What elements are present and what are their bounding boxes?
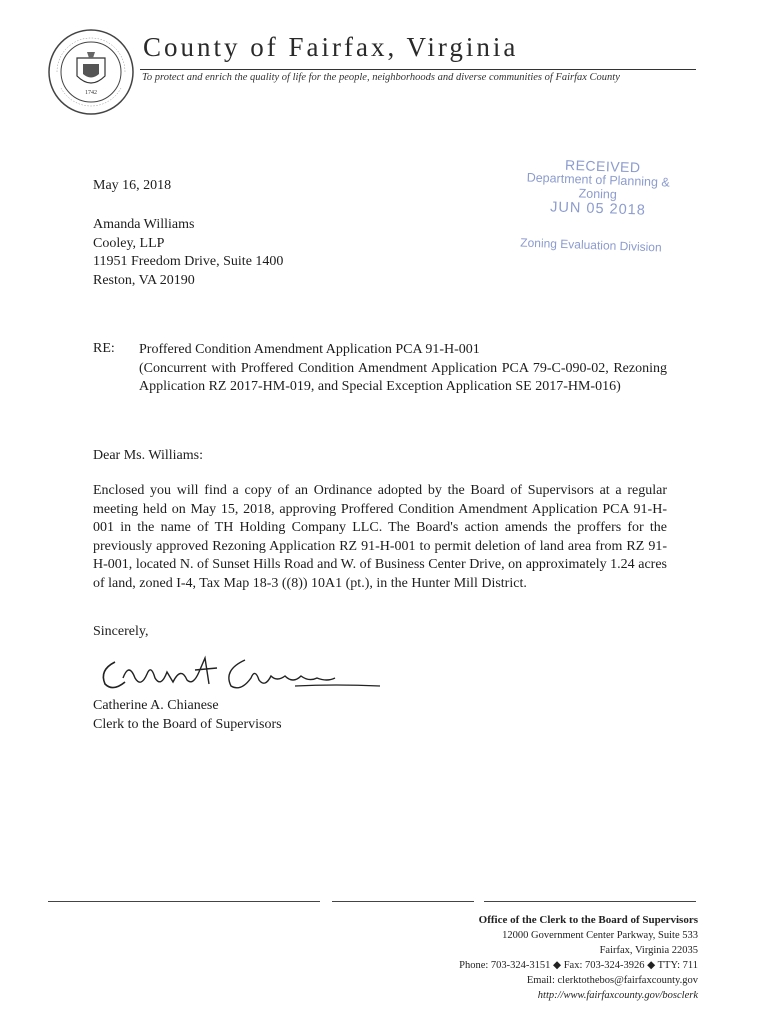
footer-address2: Fairfax, Virginia 22035 bbox=[599, 945, 698, 956]
footer-rule-right bbox=[484, 901, 696, 902]
handwritten-signature bbox=[95, 648, 385, 696]
closing: Sincerely, bbox=[93, 624, 149, 639]
letterhead-tagline: To protect and enrich the quality of life for the people, neighborhoods and diverse communities of Fairfax County bbox=[142, 72, 620, 83]
recipient-name: Amanda Williams bbox=[93, 217, 195, 232]
stamp-division: Zoning Evaluation Division bbox=[520, 235, 662, 255]
signer-title: Clerk to the Board of Supervisors bbox=[93, 716, 282, 732]
signer-block bbox=[93, 697, 282, 734]
footer-rule-middle bbox=[332, 901, 474, 902]
body-paragraph: Enclosed you will find a copy of an Ordinance adopted by the Board of Supervisors at a regular meeting held on May 15, 2018, approving Proffered Condition Amendment Application PCA 91-H-001 in the name of TH Holding Company LLC. The Board's action amends the proffers for the previously approved Rezoning Application RZ 91-H-001 to permit deletion of land area from RZ 91-H-001, located N. of Sunset Hills Road and W. of Business Center Drive, on approximately 1.24 acres of land, zoned I-4, Tax Map 18-3 ((8)) 10A1 (pt.), in the Hunter Mill District. bbox=[93, 483, 667, 591]
recipient-company: Cooley, LLP bbox=[93, 235, 165, 251]
re-line1: Proffered Condition Amendment Application PCA 91-H-001 bbox=[139, 342, 480, 357]
footer-address1: 12000 Government Center Parkway, Suite 533 bbox=[502, 930, 698, 941]
re-label: RE: bbox=[93, 341, 115, 356]
letter-date: May 16, 2018 bbox=[93, 178, 172, 193]
stamp-received: RECEIVED bbox=[564, 156, 641, 176]
recipient-street: 11951 Freedom Drive, Suite 1400 bbox=[93, 254, 284, 269]
footer-office: Office of the Clerk to the Board of Supervisors bbox=[478, 914, 698, 926]
letterhead-rule bbox=[140, 69, 696, 70]
re-continuation: (Concurrent with Proffered Condition Amendment Application PCA 79-C-090-02, Rezoning Application RZ 2017-HM-019, and Special Exception Application SE 2017-HM-016) bbox=[139, 360, 667, 394]
office-footer bbox=[459, 913, 698, 1003]
recipient-city: Reston, VA 20190 bbox=[93, 272, 195, 288]
footer-rule-left bbox=[48, 901, 320, 902]
footer-email[interactable]: Email: clerktothebos@fairfaxcounty.gov bbox=[526, 975, 698, 986]
svg-text:1742: 1742 bbox=[85, 90, 97, 96]
salutation: Dear Ms. Williams: bbox=[93, 448, 203, 463]
signer-name: Catherine A. Chianese bbox=[93, 698, 219, 713]
footer-phone: Phone: 703-324-3151 ◆ Fax: 703-324-3926 ◆ TTY: 711 bbox=[459, 960, 698, 971]
stamp-date: JUN 05 2018 bbox=[549, 199, 647, 219]
letterhead-title: County of Fairfax, Virginia bbox=[143, 32, 519, 62]
county-seal-logo bbox=[47, 28, 135, 116]
recipient-address bbox=[93, 216, 283, 290]
stamp-department: Department of Planning & Zoning bbox=[526, 170, 671, 202]
footer-url[interactable]: http://www.fairfaxcounty.gov/bosclerk bbox=[537, 990, 698, 1001]
re-subject bbox=[139, 341, 667, 397]
